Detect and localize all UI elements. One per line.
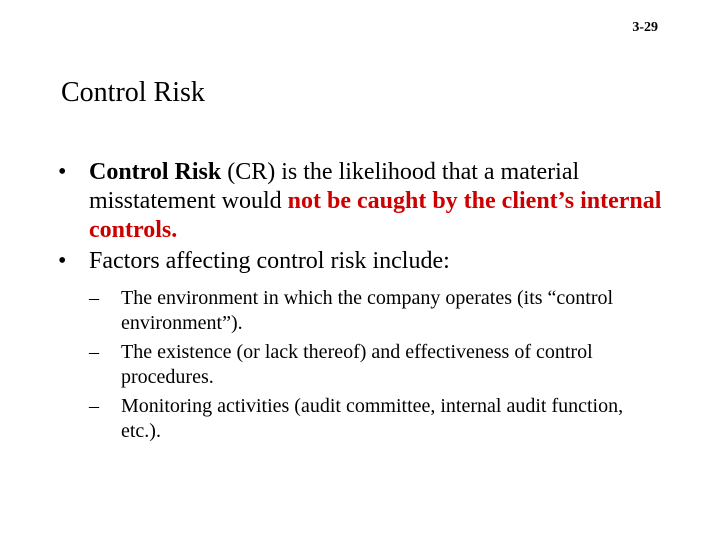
sub-bullet-item bbox=[89, 340, 668, 390]
bullet-marker: • bbox=[58, 248, 67, 274]
term-control-risk: Control Risk bbox=[89, 159, 222, 185]
factors-text: Factors affecting control risk include: bbox=[89, 248, 450, 274]
bullet-item-definition bbox=[58, 158, 668, 245]
bullet-marker: • bbox=[58, 159, 67, 185]
sub-bullet-text: The existence (or lack thereof) and effectiveness of control procedures. bbox=[121, 341, 593, 388]
emphasis-text: not be caught by the client’s internal controls. bbox=[89, 188, 662, 243]
bullet-item-factors bbox=[58, 247, 668, 444]
definition-text: (CR) is the likelihood that a material misstatement would bbox=[89, 159, 580, 214]
slide-number: 3-29 bbox=[632, 20, 658, 35]
sub-bullet-item bbox=[89, 394, 668, 444]
sub-bullet-text: The environment in which the company operates (its “control environment”). bbox=[121, 287, 614, 334]
dash-marker: – bbox=[89, 395, 99, 417]
sub-bullet-text: Monitoring activities (audit committee, internal audit function, etc.). bbox=[121, 395, 624, 442]
sub-bullet-item bbox=[89, 286, 668, 336]
slide-title: Control Risk bbox=[61, 77, 205, 108]
bullet-list bbox=[58, 158, 668, 448]
dash-marker: – bbox=[89, 341, 99, 363]
sub-bullet-list bbox=[89, 286, 668, 444]
dash-marker: – bbox=[89, 287, 99, 309]
